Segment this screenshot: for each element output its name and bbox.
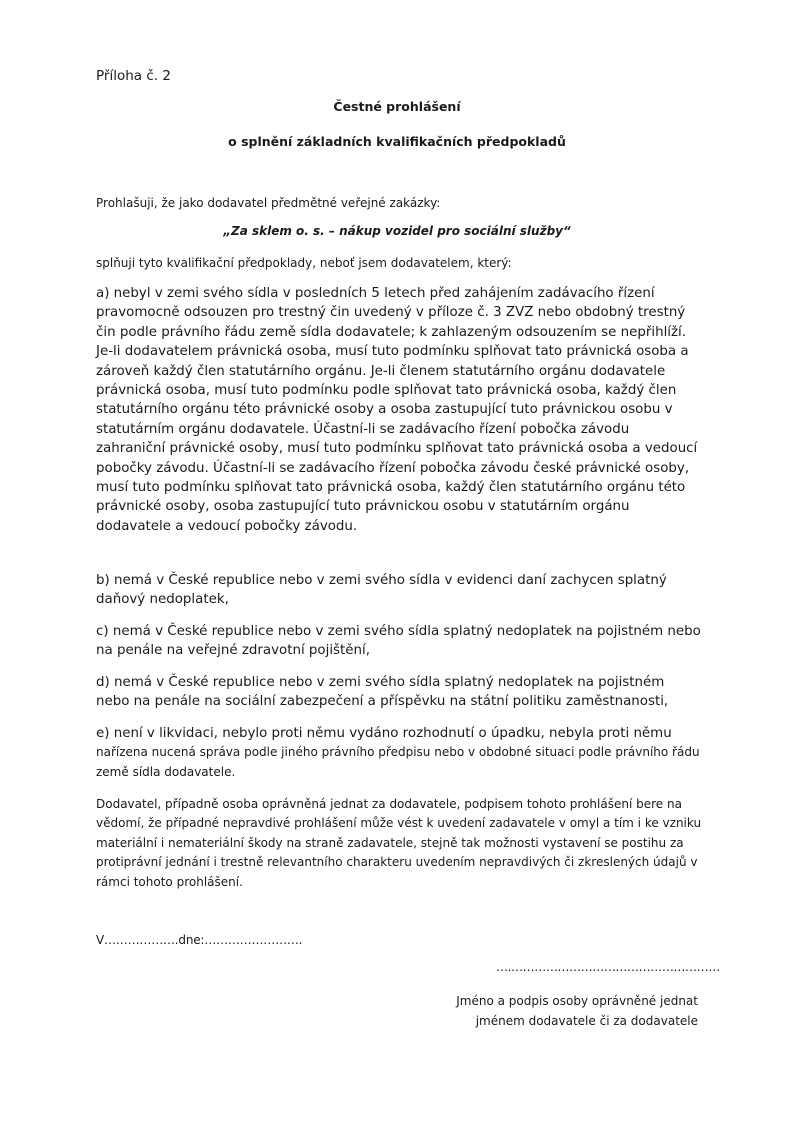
requirement-b: b) nemá v České republice nebo v zemi svého sídla v evidenci daní zachycen splatný daňový nedoplatek, (96, 573, 667, 608)
requirement-e (96, 724, 701, 782)
declaration-paragraph: Dodavatel, případně osoba oprávněná jednat za dodavatele, podpisem tohoto prohlášení bere na vědomí, že případné nepravdivé prohlášení může vést k uvedení zadavatele v omyl a tím i ke vzniku materiální i nemateriální škody na straně zadavatele, stejně tak možnosti vystavení se postihu za protiprávní jednání i trestně relevantního charakteru uvedením nepravdivých či zkreslených údajů v rámci tohoto prohlášení. (96, 797, 702, 889)
requirement-e-rest: nařízena nucená správa podle jiného právního předpisu nebo v obdobné situaci podle právního řádu země sídla dodavatele. (96, 745, 700, 779)
lead-paragraph: splňuji tyto kvalifikační předpoklady, neboť jsem dodavatelem, který: (96, 256, 512, 270)
signature-line: ….……………………………………………… (496, 960, 720, 974)
place-date-line: V……………….dne:……………………. (96, 933, 303, 947)
requirement-a: a) nebyl v zemi svého sídla v posledních 5 letech před zahájením zadávacího řízení pravomocně odsouzen pro trestný čin uvedený v příloze č. 3 ZVZ nebo obdobný trestný čin podle právního řádu země sídla dodavatele; k zahlazeným odsouzením se nepřihlíží. Je-li dodavatelem právnická osoba, musí tuto podmínku splňovat tato právnická osoba a zároveň každý člen statutárního orgánu. Je-li členem statutárního orgánu dodavatele právnická osoba, musí tuto podmínku podle splňovat tato právnická osoba, každý člen statutárního orgánu této právnické osoby a osoba zastupující tuto právnickou osobu v statutárním orgánu dodavatele. Účastní-li se zadávacího řízení pobočka závodu zahraniční právnické osoby, musí tuto podmínku splňovat tato právnická osoba a vedoucí pobočky závodu. Účastní-li se zadávacího řízení pobočka závodu české právnické osoby, musí tuto podmínku splňovat tato právnická osoba, každý člen statutárního orgánu této právnické osoby, osoba zastupující tuto právnickou osobu v statutárním orgánu dodavatele a vedoucí pobočky závodu. (96, 286, 698, 534)
requirement-e-start: e) není v likvidaci, nebylo proti němu vydáno rozhodnutí o úpadku, nebyla proti němu (96, 726, 672, 741)
intro-paragraph: Prohlašuji, že jako dodavatel předmětné veřejné zakázky: (96, 196, 441, 210)
requirement-d: d) nemá v České republice nebo v zemi svého sídla splatný nedoplatek na pojistném nebo na penále na sociální zabezpečení a příspěvku na státní politiku zaměstnanosti, (96, 675, 669, 710)
signature-label-line-1: Jméno a podpis osoby oprávněné jednat (456, 994, 698, 1008)
requirement-c: c) nemá v České republice nebo v zemi svého sídla splatný nedoplatek na pojistném nebo na penále na veřejné zdravotní pojištění, (96, 624, 701, 659)
document-title: Čestné prohlášení (333, 99, 461, 114)
signature-label-line-2: jménem dodavatele či za dodavatele (475, 1014, 698, 1028)
signature-label (398, 991, 698, 1031)
tender-name: „Za sklem o. s. – nákup vozidel pro sociální služby“ (223, 224, 571, 238)
document-subtitle: o splnění základních kvalifikačních předpokladů (228, 134, 566, 149)
annex-label: Příloha č. 2 (96, 68, 171, 84)
